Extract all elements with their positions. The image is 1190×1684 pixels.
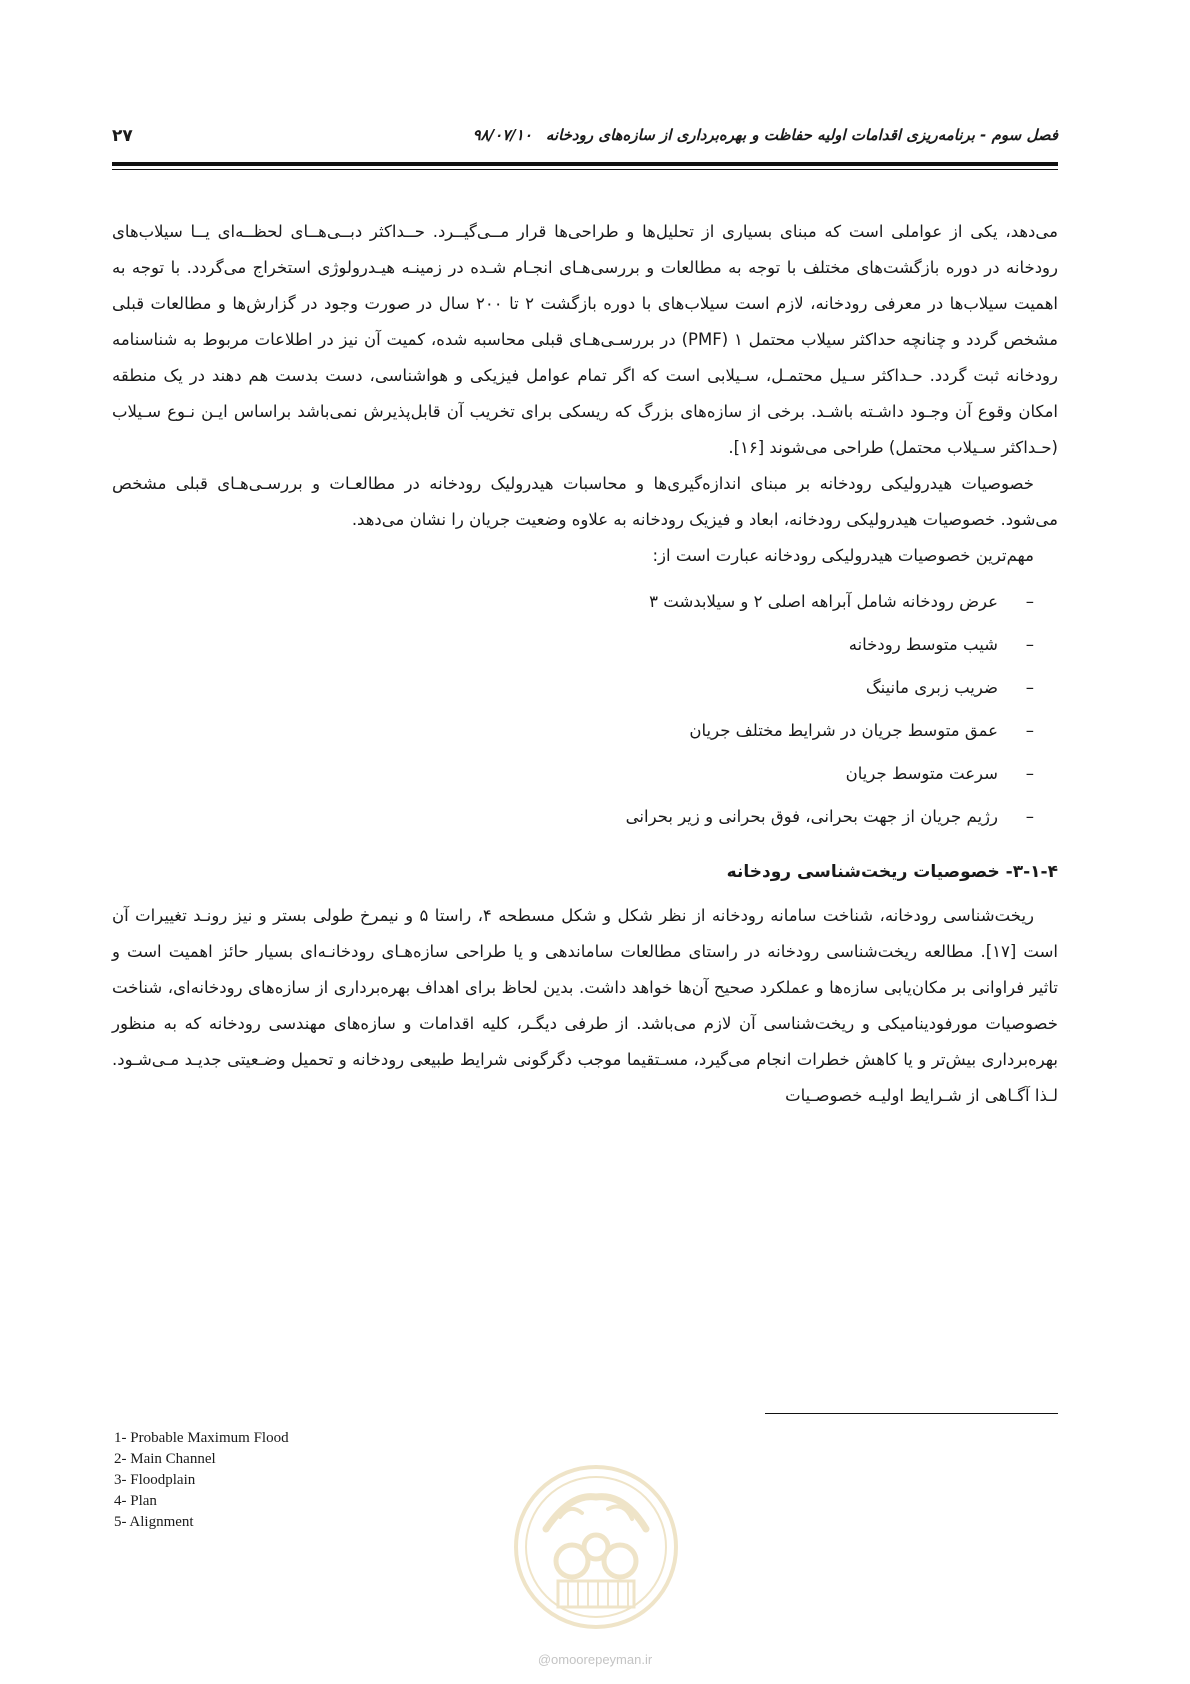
header-rule-thin xyxy=(112,169,1058,170)
page-number: ۲۷ xyxy=(112,126,133,146)
footnote: 4- Plan xyxy=(114,1493,157,1509)
list-dash: – xyxy=(1025,807,1034,826)
footnote: 2- Main Channel xyxy=(114,1451,216,1467)
list-item-text: عمق متوسط جریان در شرایط مختلف جریان xyxy=(689,721,998,740)
section-heading: ۳-۱-۴- خصوصیات ریخت‌شناسی رودخانه xyxy=(726,862,1058,882)
header-rule-thick xyxy=(112,162,1058,166)
list-item xyxy=(112,709,1034,752)
page-header xyxy=(112,126,1058,156)
list-item-text: سرعت متوسط جریان xyxy=(845,764,998,783)
paragraph-floods: می‌دهد، یکی از عواملی است که مبنای بسیاری از تحلیل‌ها و طراحی‌ها قرار مــی‌گیــرد. حــداکثر دبــی‌هــای لحظــه‌ای یــا سیلاب‌های رودخانه در دوره بازگشت‌های مختلف با توجه به مطالعات و بررسی‌هـای انجـام شـده در زمینـه هیـدرولوژی استخراج می‌گردد. با توجه به اهمیت سیلاب‌ها در معرفی رودخانه، لازم است سیلاب‌های با دوره بازگشت ۲ تا ۲۰۰ سال در صورت وجود در گزارش‌ها و مطالعات قبلی مشخص گردد و چنانچه حداکثر سیلاب محتمل ۱ (PMF) در بررسـی‌هـای قبلی محاسبه شده، کمیت آن نیز در اطلاعات مربوط به شناسنامه رودخانه ثبت گردد. حـداکثر سـیل محتمـل، سـیلابی است که اگر تمام عوامل فیزیکی و هواشناسی، دست بدست هم دهند در یک منطقه امکان وقوع آن وجـود داشـته باشـد. برخی از سازه‌های بزرگ که ریسکی برای تخریب آن قابل‌پذیرش نمی‌باشد براساس ایـن نـوع سـیلاب (حـداکثر سـیلاب محتمل) طراحی می‌شوند [۱۶]. xyxy=(112,222,1058,457)
list-dash: – xyxy=(1025,721,1034,740)
list-item xyxy=(112,666,1034,709)
page-body xyxy=(112,214,1058,1114)
hydraulic-features-list xyxy=(112,580,1034,838)
list-item-text: ضریب زبری مانینگ xyxy=(865,678,998,697)
omoore-peyman-seal-icon xyxy=(512,1463,680,1631)
list-dash: – xyxy=(1025,592,1034,611)
list-item-text: رژیم جریان از جهت بحرانی، فوق بحرانی و زیر بحرانی xyxy=(625,807,998,826)
paragraph-list-intro: مهم‌ترین خصوصیات هیدرولیکی رودخانه عبارت است از: xyxy=(652,546,1034,565)
paragraph-morphology: ریخت‌شناسی رودخانه، شناخت سامانه رودخانه از نظر شکل و شکل مسطحه ۴، راستا ۵ و نیمرخ طولی بستر و نیز رونـد تغییرات آن است [۱۷]. مطالعه ریخت‌شناسی رودخانه در راستای مطالعات ساماندهی و یا طراحی سازه‌هـای رودخانـه‌ای بسیار حائز اهمیت است و تاثیر فراوانی بر مکان‌یابی سازه‌ها و عملکرد صحیح آن‌ها خواهد داشت. بدین لحاظ برای اهداف بهره‌برداری از سازه‌های رودخانه‌ای، شناخت خصوصیات مورفودینامیکی و ریخت‌شناسی آن لازم می‌باشد. از طرفی دیگـر، کلیه اقدامات و سازه‌های مهندسی رودخانه که به منظور بهره‌برداری بیش‌تر و یا کاهش خطرات انجام می‌گیرد، مسـتقیما موجب دگرگونی شرایط طبیعی رودخانه و تحمیل وضـعیتی جدیـد مـی‌شـود. لـذا آگـاهی از شـرایط اولیـه خصوصـیات xyxy=(112,906,1059,1105)
footnote: 5- Alignment xyxy=(114,1514,194,1530)
footnote-separator xyxy=(765,1413,1058,1414)
list-item-text: شیب متوسط رودخانه xyxy=(848,635,998,654)
watermark-url: @omoorepeyman.ir xyxy=(537,1652,653,1667)
list-dash: – xyxy=(1025,678,1034,697)
footnote: 3- Floodplain xyxy=(114,1472,196,1488)
list-item xyxy=(112,795,1034,838)
paragraph-hydraulics: خصوصیات هیدرولیکی رودخانه بر مبنای اندازه‌گیری‌ها و محاسبات هیدرولیک رودخانه در مطالعـات و بررسـی‌هـای قبلی مشخص می‌شود. خصوصیات هیدرولیکی رودخانه، ابعاد و فیزیک رودخانه به علاوه وضعیت جریان را نشان می‌دهد. xyxy=(112,474,1058,529)
list-dash: – xyxy=(1025,635,1034,654)
list-dash: – xyxy=(1025,764,1034,783)
list-item xyxy=(112,752,1034,795)
list-item-text: عرض رودخانه شامل آبراهه اصلی ۲ و سیلابدشت ۳ xyxy=(649,592,998,611)
footnote: 1- Probable Maximum Flood xyxy=(114,1430,289,1446)
list-item xyxy=(112,623,1034,666)
chapter-title-text: فصل سوم - برنامه‌ریزی اقدامات اولیه حفاظت و بهره‌برداری از سازه‌های رودخانه xyxy=(545,126,1058,144)
footnotes xyxy=(114,1428,289,1533)
revision-date: ۹۸/۰۷/۱۰ xyxy=(472,126,532,144)
list-item xyxy=(112,580,1034,623)
chapter-title xyxy=(473,126,1058,144)
